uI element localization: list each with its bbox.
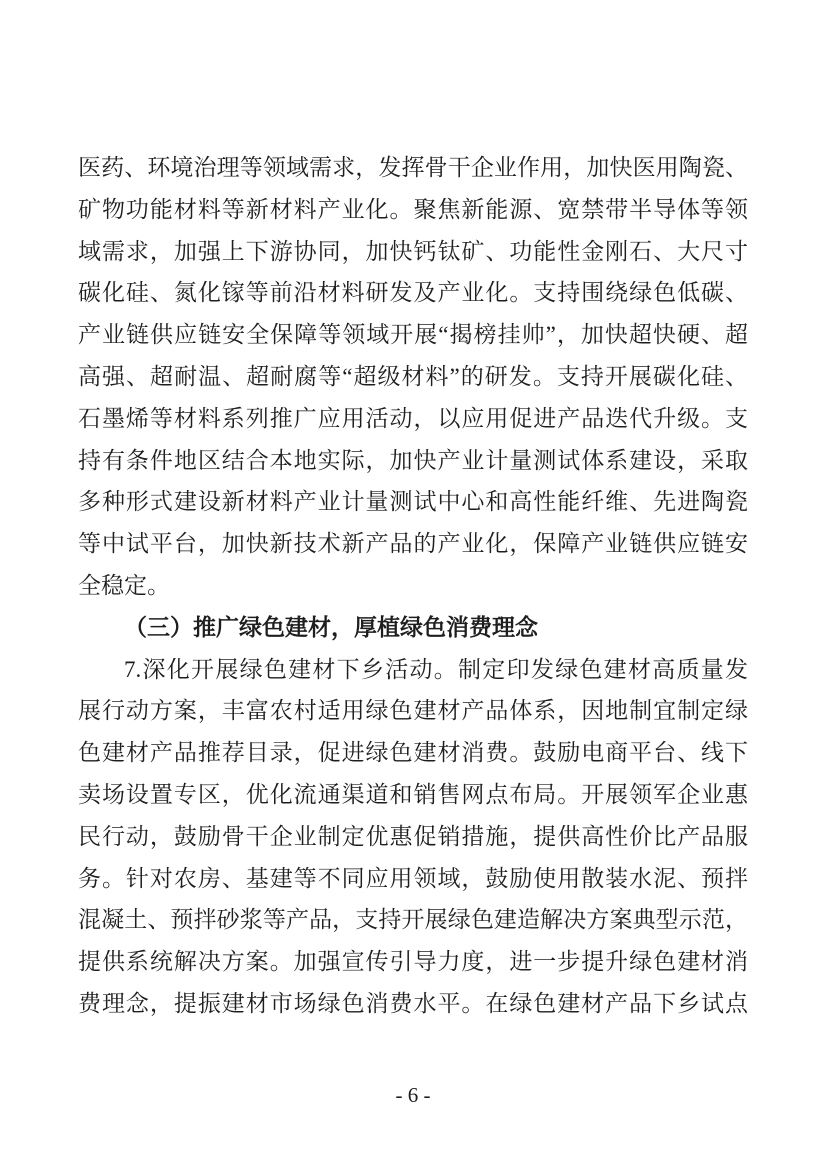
body-line: 费理念，提振建材市场绿色消费水平。在绿色建材产品下乡试点 (78, 990, 748, 1016)
body-line: 提供系统解决方案。加强宣传引导力度，进一步提升绿色建材消 (78, 949, 748, 975)
body-line: 混凝土、预拌砂浆等产品，支持开展绿色建造解决方案典型示范， (78, 907, 748, 933)
body-line: 矿物功能材料等新材料产业化。聚焦新能源、宽禁带半导体等领 (78, 196, 748, 222)
body-line: 碳化硅、氮化镓等前沿材料研发及产业化。支持围绕绿色低碳、 (78, 280, 748, 306)
body-line: 高强、超耐温、超耐腐等“超级材料”的研发。支持开展碳化硅、 (78, 363, 748, 389)
body-line: 多种形式建设新材料产业计量测试中心和高性能纤维、先进陶瓷 (78, 489, 748, 515)
body-line: 域需求，加强上下游协同，加快钙钛矿、功能性金刚石、大尺寸 (78, 238, 748, 264)
body-line: 务。针对农房、基建等不同应用领域，鼓励使用散装水泥、预拌 (78, 865, 748, 891)
body-line: 石墨烯等材料系列推广应用活动，以应用促进产品迭代升级。支 (78, 405, 748, 431)
body-line: 民行动，鼓励骨干企业制定优惠促销措施，提供高性价比产品服 (78, 823, 748, 849)
page-number: - 6 - (395, 1083, 431, 1107)
body-line: 卖场设置专区，优化流通渠道和销售网点布局。开展领军企业惠 (78, 781, 748, 807)
body-line: 医药、环境治理等领域需求，发挥骨干企业作用，加快医用陶瓷、 (78, 155, 748, 180)
body-line: 持有条件地区结合本地实际，加快产业计量测试体系建设，采取 (78, 447, 748, 473)
body-line: 色建材产品推荐目录，促进绿色建材消费。鼓励电商平台、线下 (78, 740, 748, 766)
body-text (78, 147, 748, 1025)
body-line: 展行动方案，丰富农村适用绿色建材产品体系，因地制宜制定绿 (78, 698, 748, 724)
section-heading: （三）推广绿色建材，厚植绿色消费理念 (124, 614, 538, 640)
body-line: 全稳定。 (78, 572, 170, 598)
body-line: 等中试平台，加快新技术新产品的产业化，保障产业链供应链安 (78, 531, 748, 557)
body-line: 产业链供应链安全保障等领域开展“揭榜挂帅”，加快超快硬、超 (78, 322, 748, 348)
body-line: 7.深化开展绿色建材下乡活动。制定印发绿色建材高质量发 (124, 656, 748, 682)
